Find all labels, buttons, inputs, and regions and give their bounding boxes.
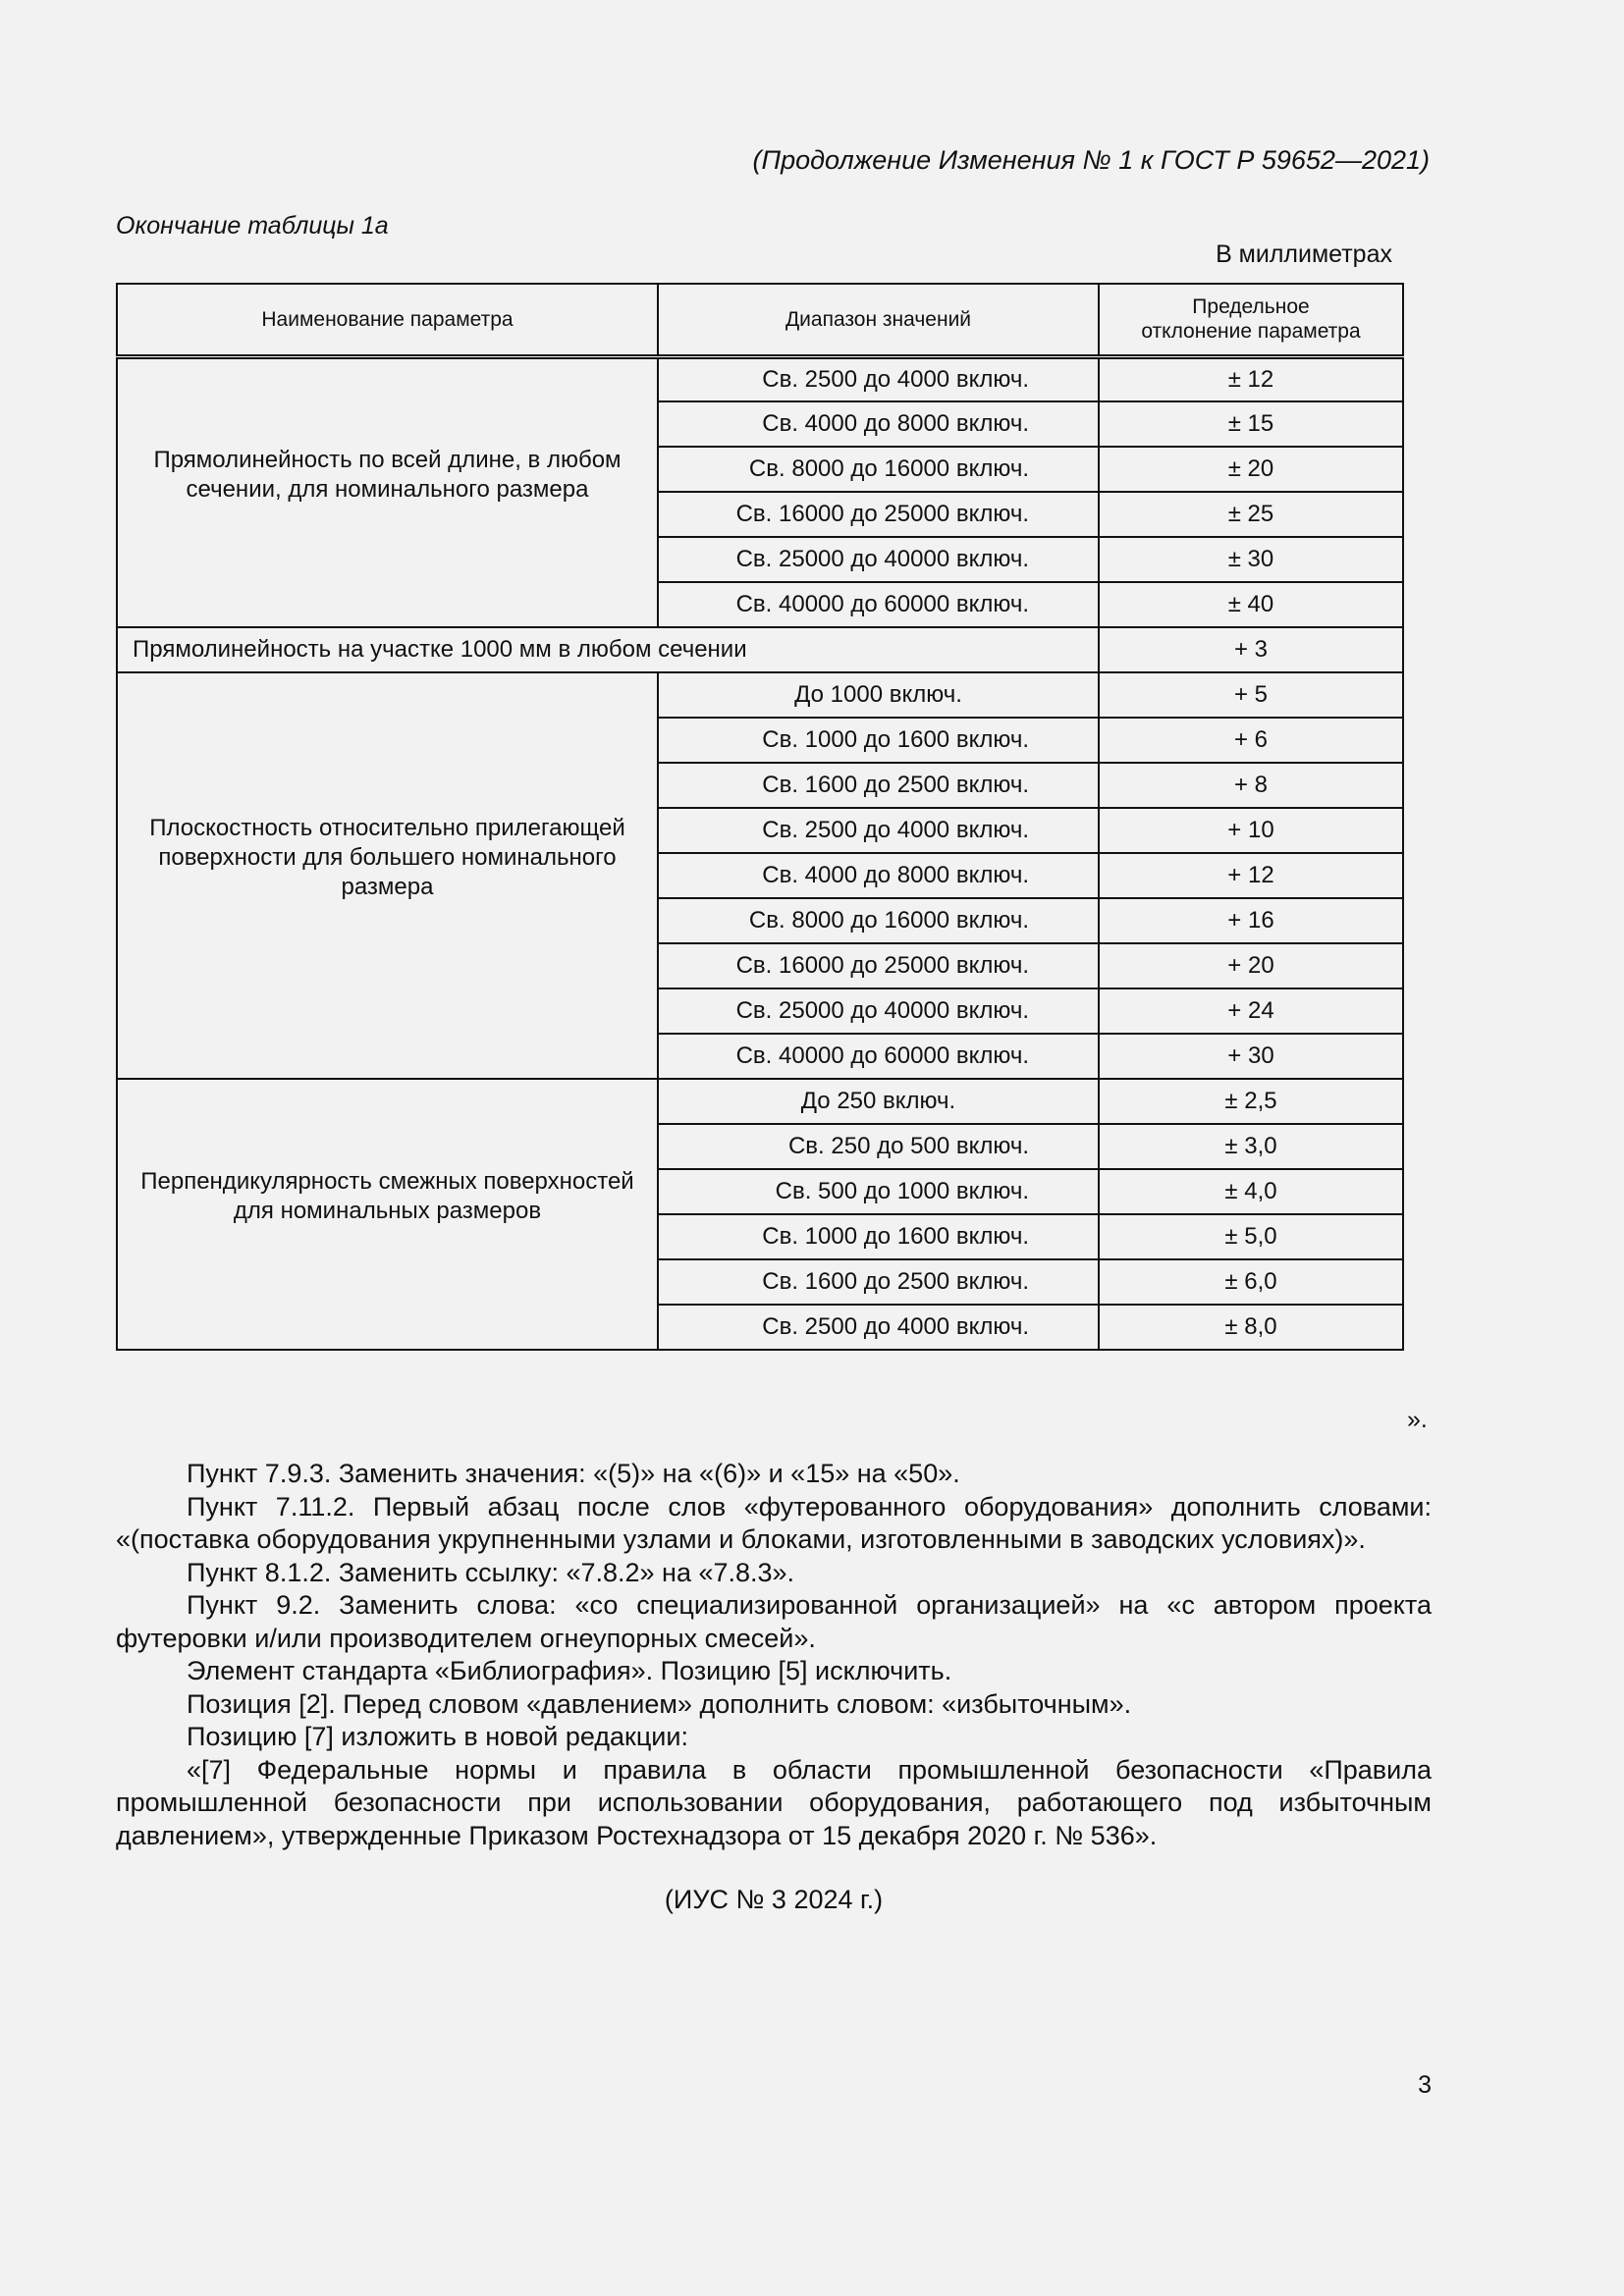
amendment-paragraph: Позицию [7] изложить в новой редакции: bbox=[187, 1722, 688, 1751]
table-row bbox=[117, 356, 1403, 401]
amendment-text bbox=[116, 1458, 1432, 1852]
deviation-cell: ± 8,0 bbox=[1099, 1305, 1403, 1350]
deviation-cell: ± 12 bbox=[1099, 356, 1403, 401]
table-row bbox=[117, 672, 1403, 718]
param-perpendicularity: Перпендикулярность смежных поверхностей для номинальных размеров bbox=[117, 1079, 658, 1350]
column-header-parameter: Наименование параметра bbox=[117, 284, 658, 356]
amendment-paragraph: Позиция [2]. Перед словом «давлением» дополнить словом: «избыточным». bbox=[187, 1688, 1132, 1719]
deviation-cell: + 30 bbox=[1099, 1034, 1403, 1079]
range-cell: Св. 25000 до 40000 включ. bbox=[658, 988, 1099, 1034]
deviation-cell: + 8 bbox=[1099, 763, 1403, 808]
range-cell: До 1000 включ. bbox=[658, 672, 1099, 718]
range-cell: Св. 40000 до 60000 включ. bbox=[658, 1034, 1099, 1079]
table-caption: Окончание таблицы 1а bbox=[116, 212, 389, 240]
deviation-cell: + 6 bbox=[1099, 718, 1403, 763]
param-flatness: Плоскостность относительно прилегающей поверхности для большего номинального размера bbox=[117, 672, 658, 1079]
page-number: 3 bbox=[1418, 2071, 1432, 2099]
amendment-paragraph: «[7] Федеральные нормы и правила в области промышленной безопасности «Правила промышленной безопасности при использовании оборудования, работающего под избыточным давлением», утвержденные Приказом Ростехнадзора от 15 декабря 2020 г. № 536». bbox=[116, 1754, 1432, 1850]
deviation-cell: ± 15 bbox=[1099, 401, 1403, 447]
range-cell: Св. 16000 до 25000 включ. bbox=[658, 492, 1099, 537]
table-closing-quote: ». bbox=[1407, 1406, 1428, 1433]
range-cell: Св. 8000 до 16000 включ. bbox=[658, 898, 1099, 943]
column-header-deviation: Предельное отклонение параметра bbox=[1099, 284, 1403, 356]
ius-note: (ИУС № 3 2024 г.) bbox=[664, 1885, 884, 1914]
range-cell: Св. 250 до 500 включ. bbox=[658, 1124, 1099, 1169]
range-cell: Св. 2500 до 4000 включ. bbox=[658, 1305, 1099, 1350]
amendment-paragraph: Пункт 8.1.2. Заменить ссылку: «7.8.2» на «7.8.3». bbox=[187, 1557, 795, 1587]
table-row bbox=[117, 1079, 1403, 1124]
deviation-cell: + 10 bbox=[1099, 808, 1403, 853]
deviation-cell: + 5 bbox=[1099, 672, 1403, 718]
param-straightness-full-length: Прямолинейность по всей длине, в любом сечении, для номинального размера bbox=[117, 356, 658, 627]
range-cell: Св. 40000 до 60000 включ. bbox=[658, 582, 1099, 627]
deviation-cell: ± 25 bbox=[1099, 492, 1403, 537]
range-cell: Св. 1600 до 2500 включ. bbox=[658, 763, 1099, 808]
range-cell: Св. 500 до 1000 включ. bbox=[658, 1169, 1099, 1214]
deviation-cell: + 24 bbox=[1099, 988, 1403, 1034]
deviation-cell: ± 6,0 bbox=[1099, 1259, 1403, 1305]
deviation-cell: + 20 bbox=[1099, 943, 1403, 988]
range-cell: Св. 25000 до 40000 включ. bbox=[658, 537, 1099, 582]
deviation-cell: + 12 bbox=[1099, 853, 1403, 898]
amendment-paragraph: Пункт 7.9.3. Заменить значения: «(5)» на «(6)» и «15» на «50». bbox=[187, 1459, 960, 1488]
range-cell: Св. 1000 до 1600 включ. bbox=[658, 718, 1099, 763]
range-cell: Св. 1000 до 1600 включ. bbox=[658, 1214, 1099, 1259]
column-header-range: Диапазон значений bbox=[658, 284, 1099, 356]
amendment-paragraph: Элемент стандарта «Библиография». Позицию [5] исключить. bbox=[187, 1656, 952, 1685]
deviation-cell: ± 2,5 bbox=[1099, 1079, 1403, 1124]
deviation-cell: ± 40 bbox=[1099, 582, 1403, 627]
param-straightness-1000mm: Прямолинейность на участке 1000 мм в любом сечении bbox=[117, 627, 1099, 672]
deviation-cell: + 3 bbox=[1099, 627, 1403, 672]
deviation-cell: ± 4,0 bbox=[1099, 1169, 1403, 1214]
range-cell: Св. 2500 до 4000 включ. bbox=[658, 356, 1099, 401]
amendment-paragraph: Пункт 9.2. Заменить слова: «со специализированной организацией» на «с автором проекта футеровки и/или производителем огнеупорных смесей». bbox=[116, 1590, 1432, 1653]
deviation-cell: ± 20 bbox=[1099, 447, 1403, 492]
deviation-cell: ± 5,0 bbox=[1099, 1214, 1403, 1259]
table-header-row bbox=[117, 284, 1403, 356]
range-cell: Св. 2500 до 4000 включ. bbox=[658, 808, 1099, 853]
range-cell: Св. 16000 до 25000 включ. bbox=[658, 943, 1099, 988]
table-row bbox=[117, 627, 1403, 672]
deviation-cell: ± 3,0 bbox=[1099, 1124, 1403, 1169]
amendment-paragraph: Пункт 7.11.2. Первый абзац после слов «футерованного оборудования» дополнить словами: «(поставка оборудования укрупненными узлами и блоками, изготовленными в заводских условиях)». bbox=[116, 1491, 1432, 1554]
range-cell: Св. 8000 до 16000 включ. bbox=[658, 447, 1099, 492]
range-cell: До 250 включ. bbox=[658, 1079, 1099, 1124]
range-cell: Св. 1600 до 2500 включ. bbox=[658, 1259, 1099, 1305]
range-cell: Св. 4000 до 8000 включ. bbox=[658, 853, 1099, 898]
tolerance-table bbox=[116, 283, 1404, 1351]
units-note: В миллиметрах bbox=[1216, 240, 1392, 268]
page-header: (Продолжение Изменения № 1 к ГОСТ Р 59652—2021) bbox=[752, 145, 1430, 175]
deviation-cell: ± 30 bbox=[1099, 537, 1403, 582]
range-cell: Св. 4000 до 8000 включ. bbox=[658, 401, 1099, 447]
deviation-cell: + 16 bbox=[1099, 898, 1403, 943]
